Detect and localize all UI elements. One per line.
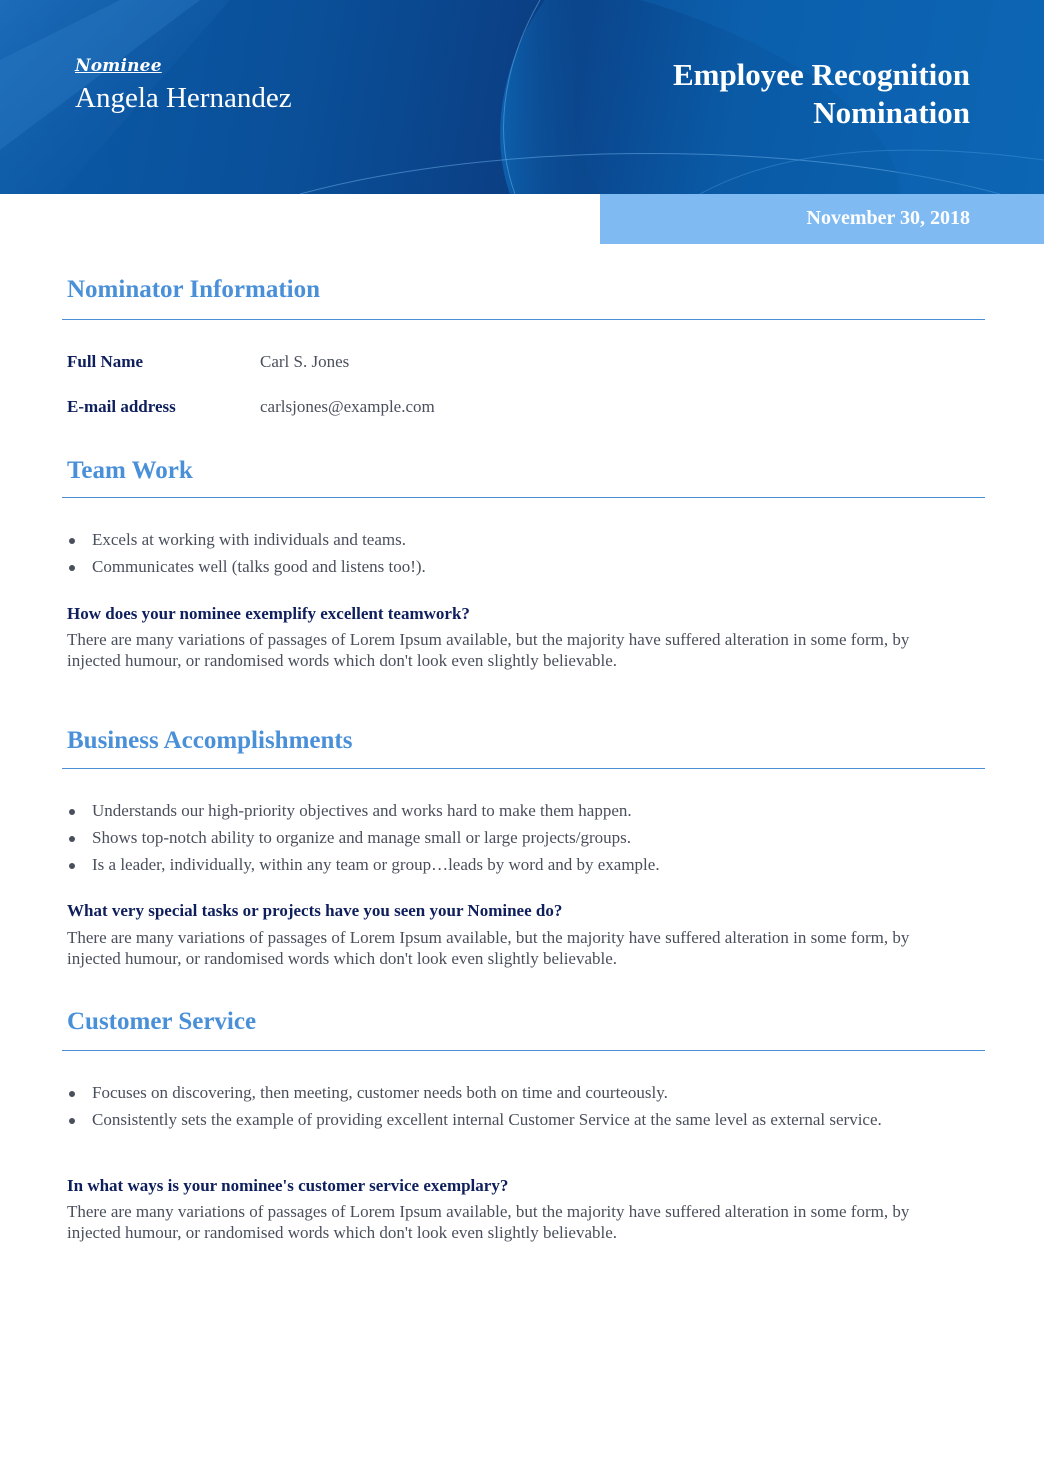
section-divider: [62, 497, 985, 498]
team-work-question: How does your nominee exemplify excellent teamwork?: [67, 604, 470, 623]
business-question: What very special tasks or projects have you seen your Nominee do?: [67, 901, 563, 920]
full-name-value: Carl S. Jones: [260, 352, 350, 371]
section-divider: [62, 1050, 985, 1051]
email-value: carlsjones@example.com: [260, 397, 435, 416]
business-list: [67, 801, 967, 882]
nominee-label: Nominee: [75, 56, 162, 76]
list-item: Is a leader, individually, within any team or group…leads by word and by example.: [67, 855, 967, 875]
section-title-business: Business Accomplishments: [67, 727, 353, 754]
customer-service-question: In what ways is your nominee's customer service exemplary?: [67, 1176, 509, 1195]
business-answer: There are many variations of passages of Lorem Ipsum available, but the majority have suffered alteration in some form, by injected humour, or randomised words which don't look even slightly believable.: [67, 928, 910, 968]
full-name-label: Full Name: [67, 352, 144, 371]
customer-service-answer: There are many variations of passages of Lorem Ipsum available, but the majority have suffered alteration in some form, by injected humour, or randomised words which don't look even slightly believable.: [67, 1202, 910, 1242]
section-title-customer-service: Customer Service: [67, 1008, 257, 1035]
team-work-answer: There are many variations of passages of Lorem Ipsum available, but the majority have suffered alteration in some form, by injected humour, or randomised words which don't look even slightly believable.: [67, 630, 910, 670]
team-work-list: [67, 530, 967, 584]
customer-service-list: [67, 1083, 967, 1137]
section-title-team-work: Team Work: [67, 457, 193, 484]
document-title-line1: Employee Recognition: [672, 57, 970, 92]
document-title: [490, 56, 970, 132]
nominee-name: Angela Hernandez: [75, 82, 292, 114]
date-bar: [600, 194, 1044, 244]
email-label: E-mail address: [67, 397, 176, 416]
section-divider: [62, 319, 985, 320]
list-item: Consistently sets the example of providing excellent internal Customer Service at the same level as external service.: [67, 1110, 967, 1130]
header-banner: [0, 0, 1044, 194]
section-divider: [62, 768, 985, 769]
list-item: Excels at working with individuals and teams.: [67, 530, 967, 550]
list-item: Focuses on discovering, then meeting, customer needs both on time and courteously.: [67, 1083, 967, 1103]
nomination-date: November 30, 2018: [806, 207, 970, 229]
list-item: Communicates well (talks good and listens too!).: [67, 557, 967, 577]
document-title-line2: Nomination: [813, 95, 970, 130]
list-item: Shows top-notch ability to organize and manage small or large projects/groups.: [67, 828, 967, 848]
list-item: Understands our high-priority objectives and works hard to make them happen.: [67, 801, 967, 821]
section-title-nominator: Nominator Information: [67, 276, 321, 303]
